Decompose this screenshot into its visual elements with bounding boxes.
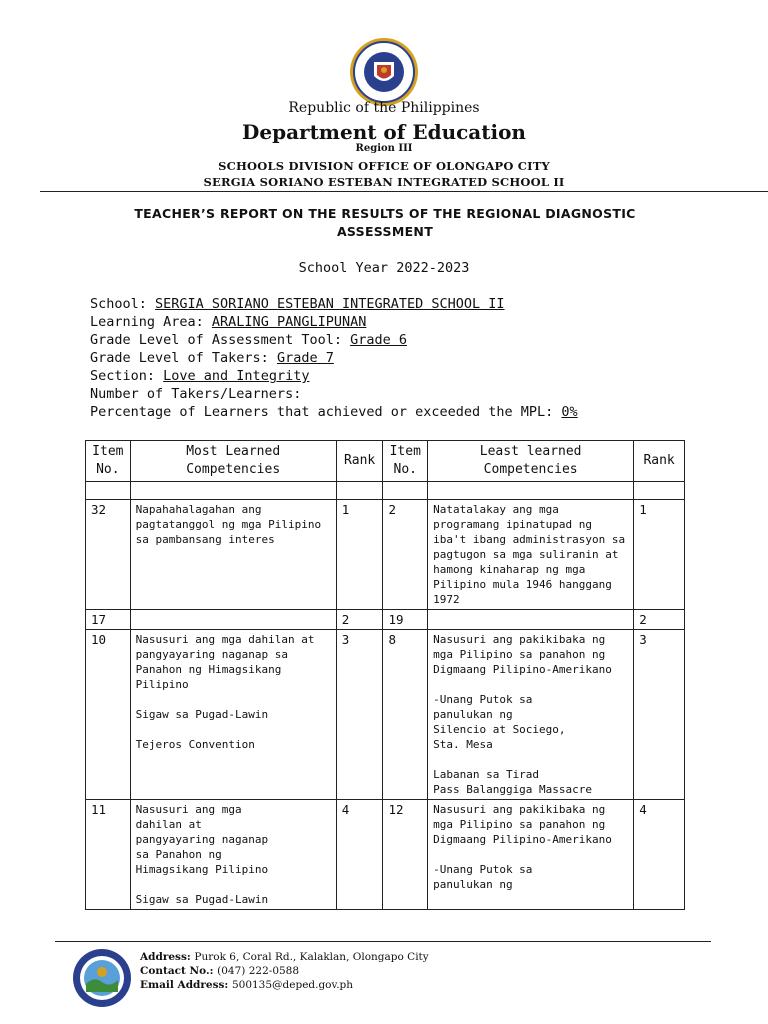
republic-line: Republic of the Philippines [288,100,480,116]
region-line: Region III [355,143,413,154]
item-number: 32 [86,500,131,610]
item-number: 10 [86,630,131,800]
most-learned-competency: Napahahalagahan ang pagtatanggol ng mga Pilipino sa pambansang interes [130,500,336,610]
item-number-2: 2 [383,500,428,610]
footer-contact-no: Contact No.: (047) 222-0588 [140,965,300,977]
info-takers-grade: Grade Level of Takers: Grade 7 [90,350,334,366]
table-row [86,500,685,610]
least-learned-competency: Nasusuri ang pakikibaka ng mga Pilipino sa panahon ng Digmaang Pilipino-Amerikano -Unang Putok sa panulukan ng [428,800,634,910]
table-row [86,630,685,800]
least-learned-competency: Nasusuri ang pakikibaka ng mga Pilipino sa panahon ng Digmaang Pilipino-Amerikano -Unang Putok sa panulukan ng Silencio at Sociego, Sta. Mesa Labanan sa Tirad Pass Balanggiga Massacre [428,630,634,800]
footer-email: Email Address: 500135@deped.gov.ph [140,979,354,991]
table-row [86,610,685,630]
rank-value-2: 2 [634,610,685,630]
item-number: 17 [86,610,131,630]
rank-value: 2 [336,610,383,630]
department-title: Department of Education [242,120,526,144]
info-number-takers: Number of Takers/Learners: [90,386,302,402]
most-learned-competency [130,610,336,630]
info-section: Section: Love and Integrity [90,368,310,384]
info-mpl: Percentage of Learners that achieved or exceeded the MPL: 0% [90,404,578,420]
least-learned-competency [428,610,634,630]
rank-value: 1 [336,500,383,610]
header-item-no-2: Item No. [383,441,428,482]
table-row [86,800,685,910]
deped-seal-logo [348,36,420,108]
most-learned-competency: Nasusuri ang mga dahilan at pangyayaring naganap sa Panahon ng Himagsikang Pilipino Sigaw sa Pugad-Lawin Tejeros Convention [130,630,336,800]
table-spacer-row [86,482,685,500]
item-number-2: 12 [383,800,428,910]
header-least-learned: Least learned Competencies [428,441,634,482]
rank-value-2: 1 [634,500,685,610]
least-learned-competency: Natatalakay ang mga programang ipinatupad ng iba't ibang administrasyon sa pagtugon sa mga suliranin at hamong kinaharap ng mga Pilipino mula 1946 hanggang 1972 [428,500,634,610]
info-learning-area: Learning Area: ARALING PANGLIPUNAN [90,314,367,330]
item-number-2: 19 [383,610,428,630]
header-most-learned: Most Learned Competencies [130,441,336,482]
rank-value: 3 [336,630,383,800]
rank-value-2: 3 [634,630,685,800]
item-number: 11 [86,800,131,910]
school-seal-logo [72,948,132,1008]
info-tool-grade: Grade Level of Assessment Tool: Grade 6 [90,332,407,348]
header-divider [40,191,768,192]
item-number-2: 8 [383,630,428,800]
report-title: TEACHER’S REPORT ON THE RESULTS OF THE REGIONAL DIAGNOSTIC ASSESSMENT [134,206,636,239]
header-rank: Rank [336,441,383,482]
footer-address: Address: Purok 6, Coral Rd., Kalaklan, Olongapo City [140,951,429,963]
division-line: SCHOOLS DIVISION OFFICE OF OLONGAPO CITY [218,159,550,173]
rank-value-2: 4 [634,800,685,910]
info-school: School: SERGIA SORIANO ESTEBAN INTEGRATED SCHOOL II [90,296,505,312]
footer-contact [140,950,429,992]
header-item-no: Item No. [86,441,131,482]
rank-value: 4 [336,800,383,910]
school-line: SERGIA SORIANO ESTEBAN INTEGRATED SCHOOL II [203,175,565,189]
report-info [90,295,578,421]
competencies-table [85,440,685,910]
most-learned-competency: Nasusuri ang mga dahilan at pangyayaring naganap sa Panahon ng Himagsikang Pilipino Sigaw sa Pugad-Lawin [130,800,336,910]
school-year: School Year 2022-2023 [298,260,470,276]
table-header-row [86,441,685,482]
footer-divider [55,941,711,942]
header-rank-2: Rank [634,441,685,482]
